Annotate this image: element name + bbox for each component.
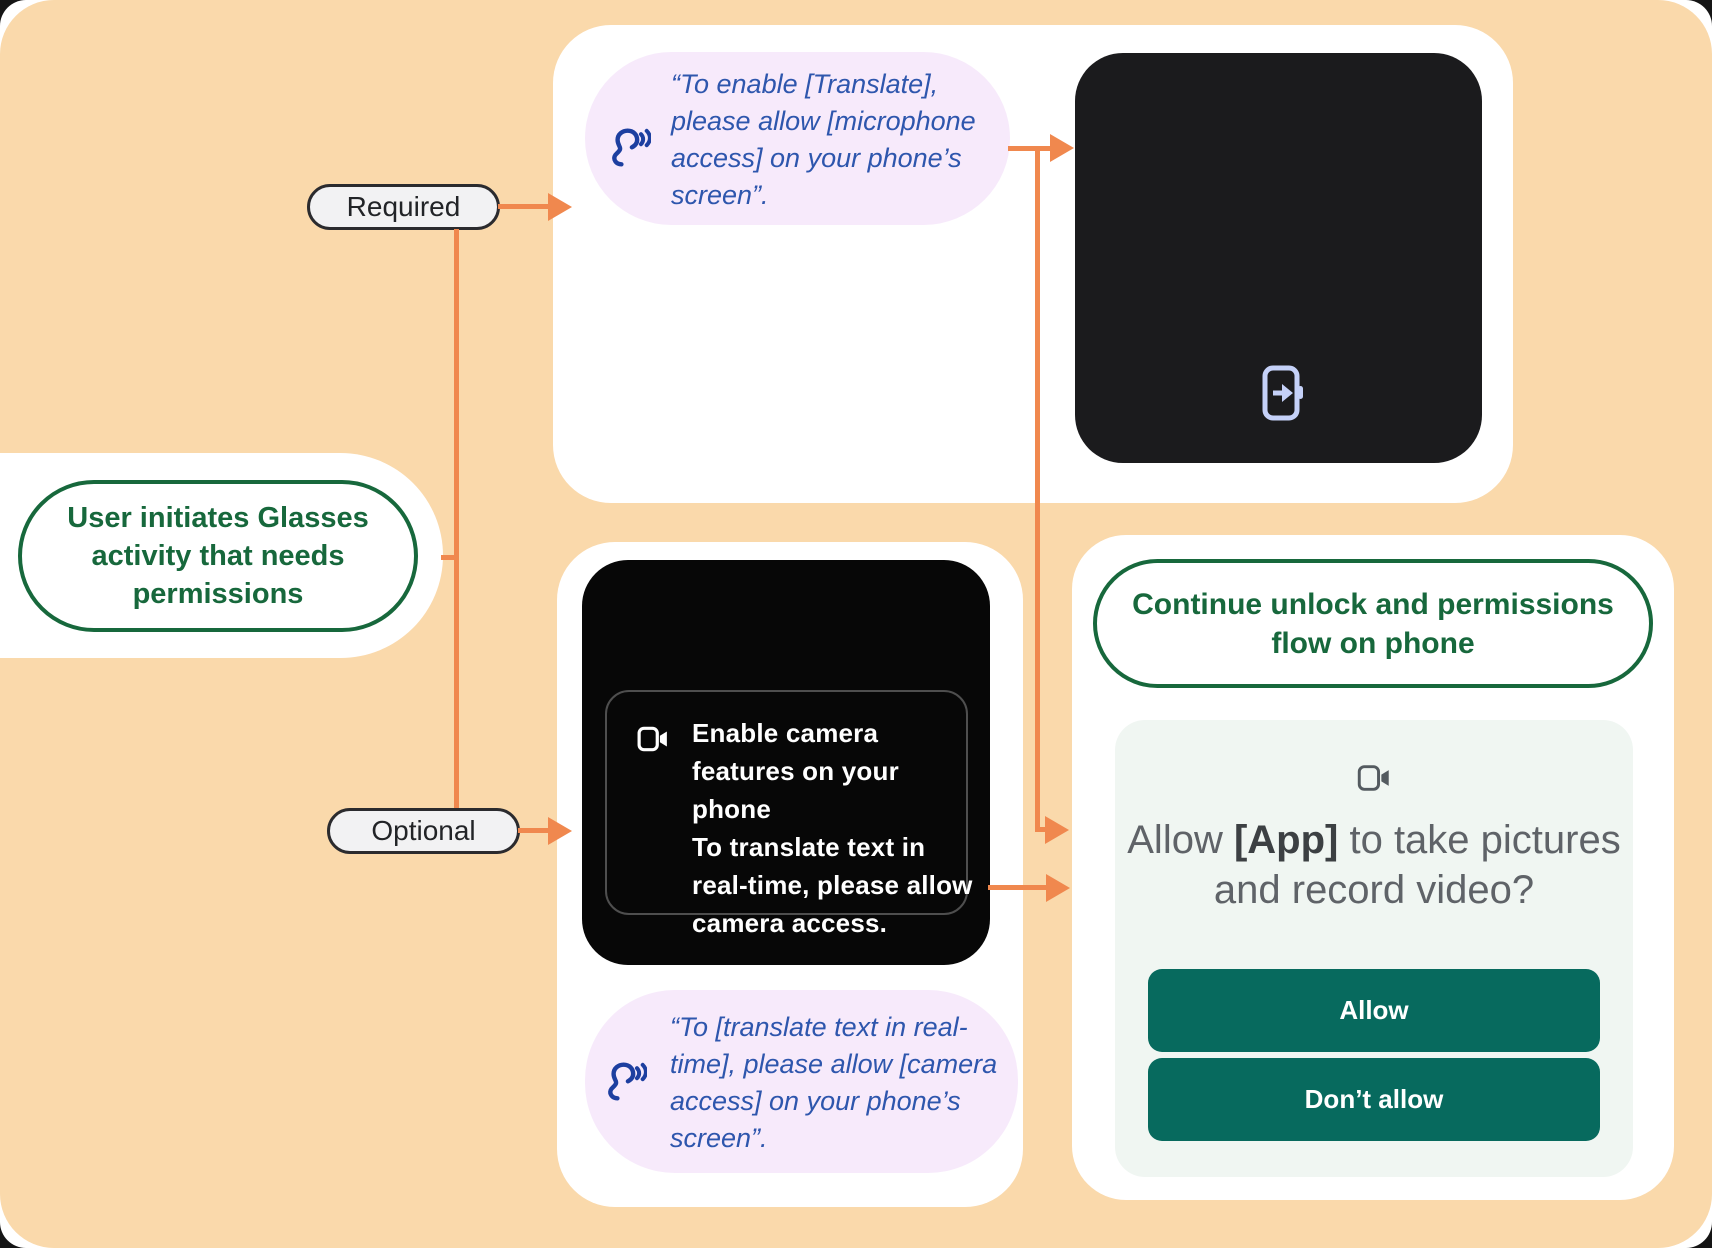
start-node-label: User initiates Glasses activity that needs permissions [67, 502, 369, 610]
required-voice-prompt: “To enable [Translate], please allow [microphone access] on your phone’s screen”. [671, 69, 976, 210]
start-node [18, 480, 418, 632]
to-continue-arrowhead [1045, 816, 1069, 844]
connector-vertical-right [1035, 146, 1040, 832]
optional-flow-card [557, 542, 1023, 1207]
optional-arrow-line [518, 828, 550, 833]
optional-tag-label: Optional [371, 815, 476, 846]
glasses-display [582, 560, 990, 965]
continue-on-phone-icon [1262, 365, 1304, 421]
optional-arrowhead [548, 817, 572, 845]
phone-lock-screen [1075, 53, 1482, 463]
start-node-card [0, 453, 443, 658]
bubble-to-phone-arrowhead [1050, 134, 1074, 162]
question-pre: Allow [1127, 818, 1234, 862]
dont-allow-button-label: Don’t allow [1304, 1084, 1444, 1114]
glasses-to-phone-arrow-line [988, 885, 1048, 890]
optional-voice-bubble [585, 990, 1018, 1173]
glasses-to-phone-arrowhead [1046, 874, 1070, 902]
required-voice-bubble [585, 52, 1010, 225]
question-post: to take pictures and record video? [1213, 818, 1621, 912]
videocam-icon [1357, 764, 1391, 792]
glasses-message-box [605, 690, 973, 938]
phone-flow-card [1072, 535, 1674, 1200]
videocam-icon [637, 726, 669, 752]
dont-allow-button[interactable] [1148, 1058, 1600, 1141]
connector-start-tick [441, 555, 456, 560]
optional-voice-prompt: “To [translate text in real-time], please allow [camera access] on your phone’s screen”. [670, 1012, 998, 1153]
required-tag-label: Required [346, 191, 461, 222]
allow-button[interactable] [1148, 969, 1600, 1052]
continue-flow-label: Continue unlock and permissions flow on phone [1132, 587, 1614, 660]
allow-button-label: Allow [1339, 995, 1409, 1025]
required-arrow-line [498, 204, 550, 209]
glasses-message-heading: Enable camera features on your phone [692, 718, 899, 824]
optional-tag [327, 808, 520, 854]
bubble-to-phone-arrow-line [1008, 146, 1052, 151]
required-arrowhead [548, 193, 572, 221]
required-tag [307, 184, 500, 230]
hearing-icon [609, 128, 651, 170]
glasses-message-text [692, 714, 975, 942]
continue-flow-node [1093, 559, 1653, 688]
hearing-icon [605, 1062, 647, 1104]
permission-question [1115, 815, 1633, 915]
glasses-message-body: To translate text in real-time, please allow camera access. [692, 832, 973, 938]
connector-vertical-left [454, 229, 459, 808]
required-flow-card [553, 25, 1513, 503]
phone-permission-dialog [1115, 720, 1633, 1177]
question-app-placeholder: [App] [1233, 818, 1339, 862]
